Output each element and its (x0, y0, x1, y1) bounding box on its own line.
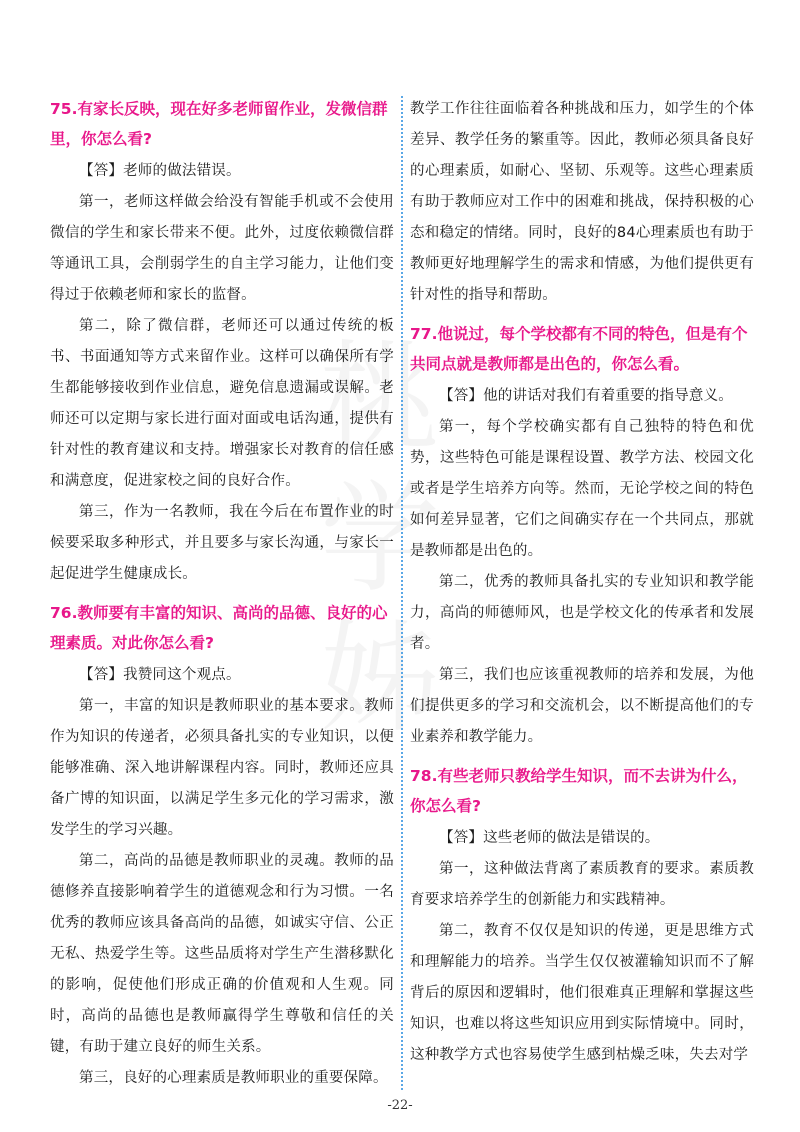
question-76-continued (410, 94, 754, 311)
answer-paragraph: 第一，老师这样做会给没有智能手机或不会使用微信的学生和家长带来不便。此外，过度依赖微信群等通讯工具，会削弱学生的自主学习能力，让他们变得过于依赖老师和家长的监督。 (50, 194, 394, 303)
question-title: 76.教师要有丰富的知识、高尚的品德、良好的心理素质。对此你怎么看? (50, 604, 388, 652)
column-divider (401, 96, 403, 1090)
left-column (50, 94, 394, 1102)
question-title: 77.他说过，每个学校都有不同的特色，但是有个共同点就是教师都是出色的，你怎么看。 (410, 325, 748, 373)
page-number: -22- (387, 1098, 413, 1113)
answer-paragraph: 【答】他的讲话对我们有着重要的指导意义。 (439, 388, 733, 404)
question-78 (410, 761, 754, 1071)
answer-paragraph: 第二，高尚的品德是教师职业的灵魂。教师的品德修养直接影响着学生的道德观念和行为习惯。一名优秀的教师应该具备高尚的品德，如诚实守信、公正无私、热爱学生等。这些品质将对学生产生潜移默化的影响，促使他们形成正确的价值观和人生观。同时，高尚的品德也是教师赢得学生尊敬和信任的关键，有助于建立良好的师生关系。 (50, 853, 394, 1055)
answer-paragraph: 第一，每个学校确实都有自己独特的特色和优势，这些特色可能是课程设置、教学方法、校园文化或者是学生培养方向等。然而，无论学校之间的特色如何差异显著，它们之间确实存在一个共同点，那就是教师都是出色的。 (410, 419, 754, 559)
answer-paragraph: 第一，丰富的知识是教师职业的基本要求。教师作为知识的传递者，必须具备扎实的专业知识，以便能够准确、深入地讲解课程内容。同时，教师还应具备广博的知识面，以满足学生多元化的学习需求，激发学生的学习兴趣。 (50, 698, 394, 838)
question-title: 75.有家长反映，现在好多老师留作业，发微信群里，你怎么看? (50, 100, 388, 148)
answer-paragraph: 第二，除了微信群，老师还可以通过传统的板书、书面通知等方式来留作业。这样可以确保所有学生都能够接收到作业信息，避免信息遗漏或误解。老师还可以定期与家长进行面对面或电话沟通，提供有针对性的教育建议和支持。增强家长对教育的信任感和满意度，促进家校之间的良好合作。 (50, 318, 394, 489)
answer-paragraph: 【答】我赞同这个观点。 (79, 667, 241, 683)
answer-paragraph: 【答】老师的做法错误。 (79, 163, 241, 179)
question-title: 78.有些老师只教给学生知识，而不去讲为什么，你怎么看? (410, 767, 748, 815)
answer-paragraph: 第一，这种做法背离了素质教育的要求。素质教育要求培养学生的创新能力和实践精神。 (410, 861, 754, 908)
question-77 (410, 319, 754, 753)
question-75 (50, 94, 394, 590)
answer-paragraph: 第三，良好的心理素质是教师职业的重要保障。 (79, 1070, 388, 1086)
answer-paragraph: 第二，教育不仅仅是知识的传递，更是思维方式和理解能力的培养。当学生仅仅被灌输知识而不了解背后的原因和逻辑时，他们很难真正理解和掌握这些知识，也难以将这些知识应用到实际情境中。同时，这种教学方式也容易使学生感到枯燥乏味，失去对学 (410, 923, 754, 1063)
right-column (410, 94, 754, 1079)
answer-paragraph: 第二，优秀的教师具备扎实的专业知识和教学能力，高尚的师德师风，也是学校文化的传承者和发展者。 (410, 574, 754, 652)
answer-paragraph: 第三，作为一名教师，我在今后在布置作业的时候要采取多种形式，并且要多与家长沟通，与家长一起促进学生健康成长。 (50, 504, 394, 582)
answer-paragraph: 第三，我们也应该重视教师的培养和发展，为他们提供更多的学习和交流机会，以不断提高他们的专业素养和教学能力。 (410, 667, 754, 745)
question-76 (50, 598, 394, 1094)
answer-paragraph-continued: 教学工作往往面临着各种挑战和压力，如学生的个体差异、教学任务的繁重等。因此，教师必须具备良好的心理素质，如耐心、坚韧、乐观等。这些心理素质有助于教师应对工作中的困难和挑战，保持积极的心态和稳定的情绪。同时，良好的84心理素质也有助于教师更好地理解学生的需求和情感，为他们提供更有针对性的指导和帮助。 (410, 101, 754, 303)
answer-paragraph: 【答】这些老师的做法是错误的。 (439, 830, 660, 846)
